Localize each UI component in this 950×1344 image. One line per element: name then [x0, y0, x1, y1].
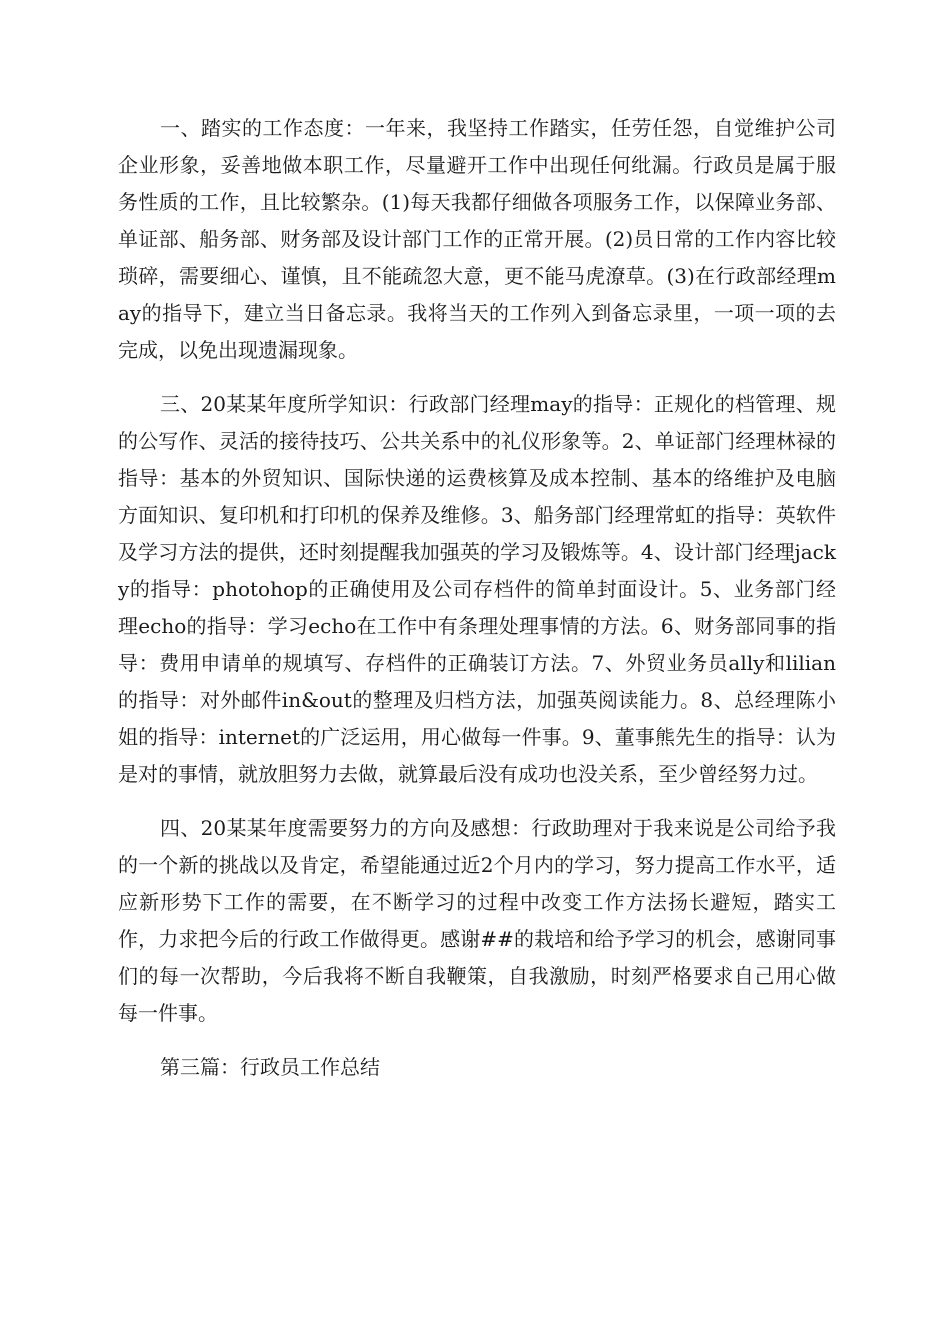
paragraph-future-direction: 四、20某某年度需要努力的方向及感想：行政助理对于我来说是公司给予我的一个新的挑战以及肯定，希望能通过近2个月内的学习，努力提高工作水平，适应新形势下工作的需要，在不断学习的过程中改变工作方法扬长避短，踏实工作，力求把今后的行政工作做得更。感谢##的栽培和给予学习的机会，感谢同事们的每一次帮助，今后我将不断自我鞭策，自我激励，时刻严格要求自己用心做每一件事。 — [118, 816, 836, 1025]
document-page — [118, 110, 836, 1103]
paragraph-knowledge-learned: 三、20某某年度所学知识：行政部门经理may的指导：正规化的档管理、规的公写作、灵活的接待技巧、公共关系中的礼仪形象等。2、单证部门经理林禄的指导：基本的外贸知识、国际快递的运费核算及成本控制、基本的络维护及电脑方面知识、复印机和打印机的保养及维修。3、船务部门经理常虹的指导：英软件及学习方法的提供，还时刻提醒我加强英的学习及锻炼等。4、设计部门经理jacky的指导：photohop的正确使用及公司存档件的简单封面设计。5、业务部门经理echo的指导：学习echo在工作中有条理处理事情的方法。6、财务部同事的指导：费用申请单的规填写、存档件的正确装订方法。7、外贸业务员ally和lilian的指导：对外邮件in&out的整理及归档方法，加强英阅读能力。8、总经理陈小姐的指导：internet的广泛运用，用心做每一件事。9、董事熊先生的指导：认为是对的事情，就放胆努力去做，就算最后没有成功也没关系，至少曾经努力过。 — [118, 392, 836, 786]
paragraph-work-attitude: 一、踏实的工作态度：一年来，我坚持工作踏实，任劳任怨，自觉维护公司企业形象，妥善地做本职工作，尽量避开工作中出现任何纰漏。行政员是属于服务性质的工作，且比较繁杂。(1)每天我都仔细做各项服务工作，以保障业务部、单证部、船务部、财务部及设计部门工作的正常开展。(2)员日常的工作内容比较琐碎，需要细心、谨慎，且不能疏忽大意，更不能马虎潦草。(3)在行政部经理may的指导下，建立当日备忘录。我将当天的工作列入到备忘录里，一项一项的去完成，以免出现遗漏现象。 — [118, 116, 836, 362]
section-title: 第三篇：行政员工作总结 — [160, 1055, 380, 1079]
